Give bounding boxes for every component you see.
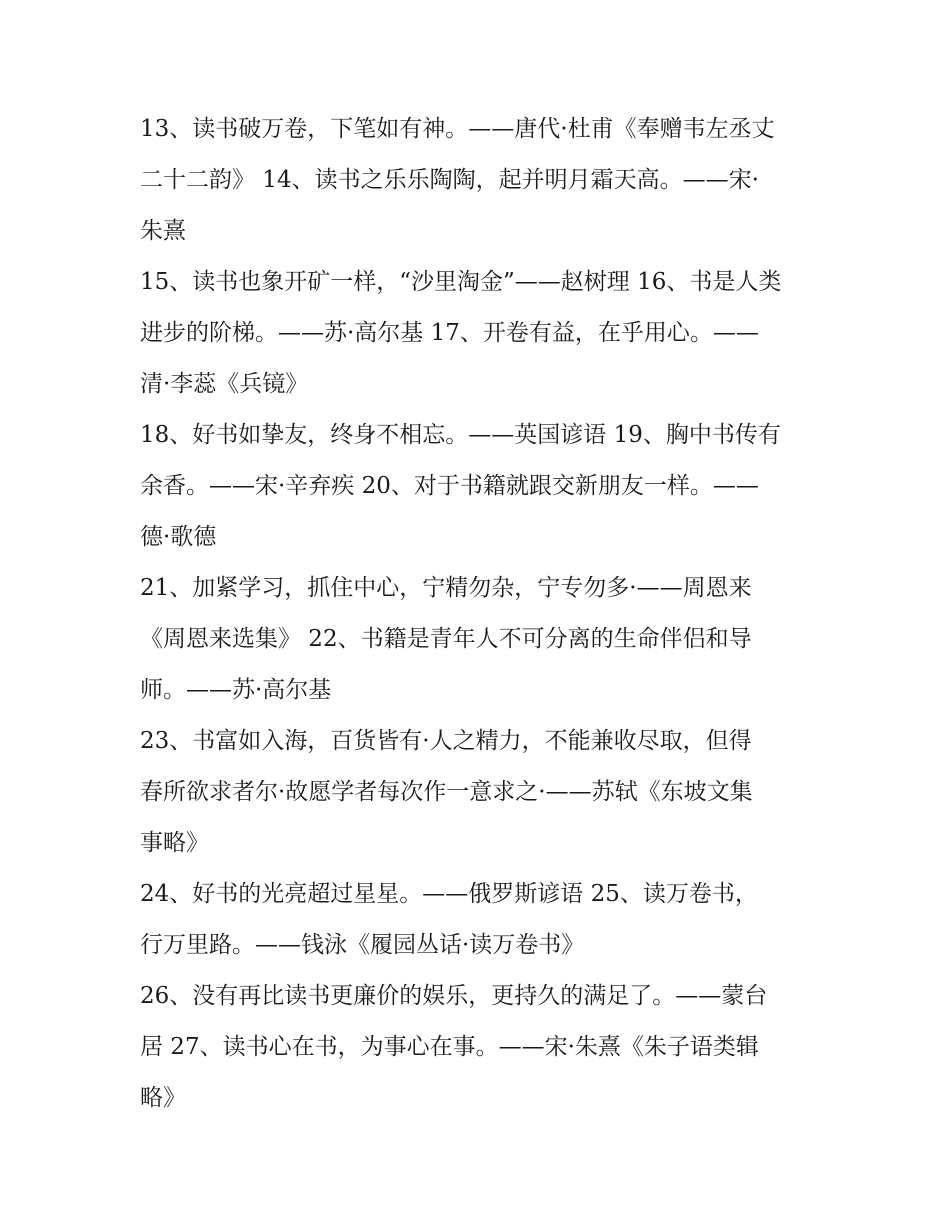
quote-paragraph-26-27: 26、没有再比读书更廉价的娱乐，更持久的满足了。——蒙台 居 27、读书心在书，为事心在事。——宋·朱熹《朱子语类辑 略》 — [140, 983, 768, 1111]
quote-paragraph-18-20: 18、好书如挚友，终身不相忘。——英国谚语 19、胸中书传有 余香。——宋·辛弃疾 20、对于书籍就跟交新朋友一样。—— 德·歌德 — [140, 422, 781, 550]
quote-paragraph-24-25: 24、好书的光亮超过星星。——俄罗斯谚语 25、读万卷书， 行万里路。——钱泳《履园丛话·读万卷书》 — [140, 881, 758, 958]
document-body — [140, 104, 820, 1124]
quote-paragraph-13-14: 13、读书破万卷，下笔如有神。——唐代·杜甫《奉赠韦左丞丈 二十二韵》 14、读书之乐乐陶陶，起并明月霜天高。——宋· 朱熹 — [140, 116, 775, 244]
quote-paragraph-21-22: 21、加紧学习，抓住中心，宁精勿杂，宁专勿多·——周恩来 《周恩来选集》 22、书籍是青年人不可分离的生命伴侣和导 师。——苏·高尔基 — [140, 575, 752, 703]
quote-paragraph-15-17: 15、读书也象开矿一样，“沙里淘金”——赵树理 16、书是人类 进步的阶梯。——苏·高尔基 17、开卷有益，在乎用心。—— 清·李蕊《兵镜》 — [140, 269, 782, 397]
quote-paragraph-23: 23、书富如入海，百货皆有·人之精力，不能兼收尽取，但得 春所欲求者尔·故愿学者每次作一意求之·——苏轼《东坡文集 事略》 — [140, 728, 753, 856]
